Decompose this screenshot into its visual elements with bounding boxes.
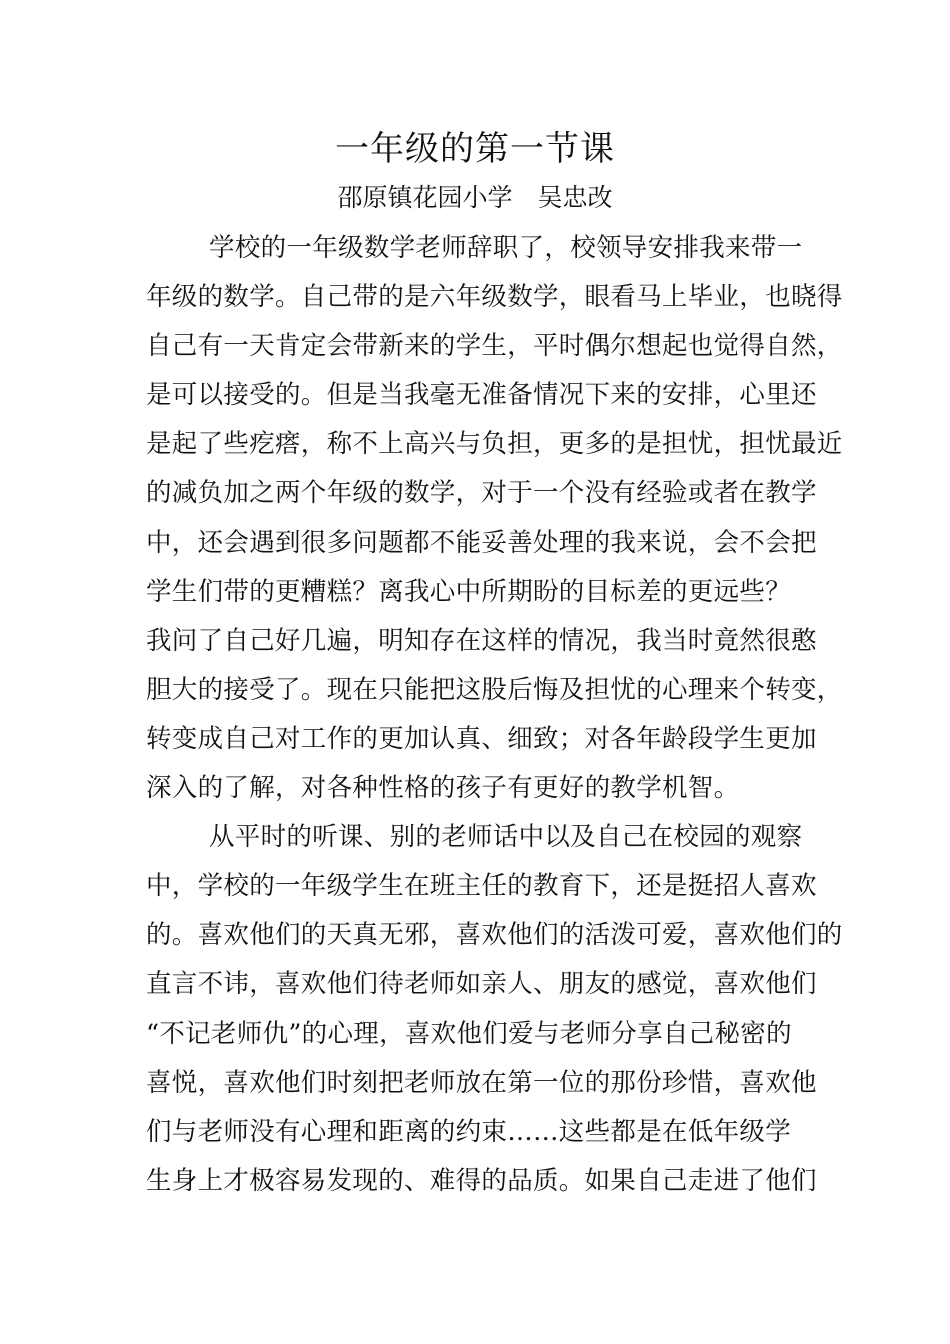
text-line: 喜悦，喜欢他们时刻把老师放在第一位的那份珍惜，喜欢他 (146, 1067, 817, 1098)
text-line: 中，学校的一年级学生在班主任的教育下，还是挺招人喜欢 (146, 871, 817, 902)
text-line: 的减负加之两个年级的数学，对于一个没有经验或者在教学 (146, 478, 817, 509)
text-line: 胆大的接受了。现在只能把这股后悔及担忧的心理来个转变， (146, 674, 843, 705)
text-line: 学校的一年级数学老师辞职了，校领导安排我来带一 (209, 233, 803, 263)
text-line: 自己有一天肯定会带新来的学生，平时偶尔想起也觉得自然， (146, 331, 843, 362)
text-line: 是起了些疙瘩，称不上高兴与负担，更多的是担忧，担忧最近 (146, 429, 843, 460)
paragraph-1 (146, 224, 843, 813)
text-line: 直言不讳，喜欢他们待老师如亲人、朋友的感觉，喜欢他们 (146, 969, 817, 1000)
text-line: 从平时的听课、别的老师话中以及自己在校园的观察 (209, 822, 803, 853)
document-body (146, 224, 843, 1206)
text-line: 是可以接受的。但是当我毫无准备情况下来的安排，心里还 (146, 380, 817, 411)
text-line: 我问了自己好几遍，明知存在这样的情况，我当时竟然很憨 (146, 625, 817, 656)
text-line: 年级的数学。自己带的是六年级数学，眼看马上毕业，也晓得 (146, 282, 843, 313)
text-line: 生身上才极容易发现的、难得的品质。如果自己走进了他们 (146, 1165, 817, 1196)
paragraph-2 (146, 813, 843, 1206)
text-line: 转变成自己对工作的更加认真、细致；对各年龄段学生更加 (146, 723, 817, 754)
document-byline: 邵原镇花园小学 吴忠改 (337, 183, 613, 212)
text-line: 们与老师没有心理和距离的约束……这些都是在低年级学 (146, 1116, 792, 1147)
text-line: 中，还会遇到很多问题都不能妥善处理的我来说，会不会把 (146, 527, 817, 558)
text-line: “不记老师仇”的心理，喜欢他们爱与老师分享自己秘密的 (146, 1018, 792, 1049)
text-line: 学生们带的更糟糕？离我心中所期盼的目标差的更远些？ (146, 576, 792, 607)
document-title: 一年级的第一节课 (335, 129, 615, 169)
text-line: 深入的了解，对各种性格的孩子有更好的教学机智。 (146, 773, 740, 804)
text-line: 的。喜欢他们的天真无邪，喜欢他们的活泼可爱，喜欢他们的 (146, 920, 843, 951)
